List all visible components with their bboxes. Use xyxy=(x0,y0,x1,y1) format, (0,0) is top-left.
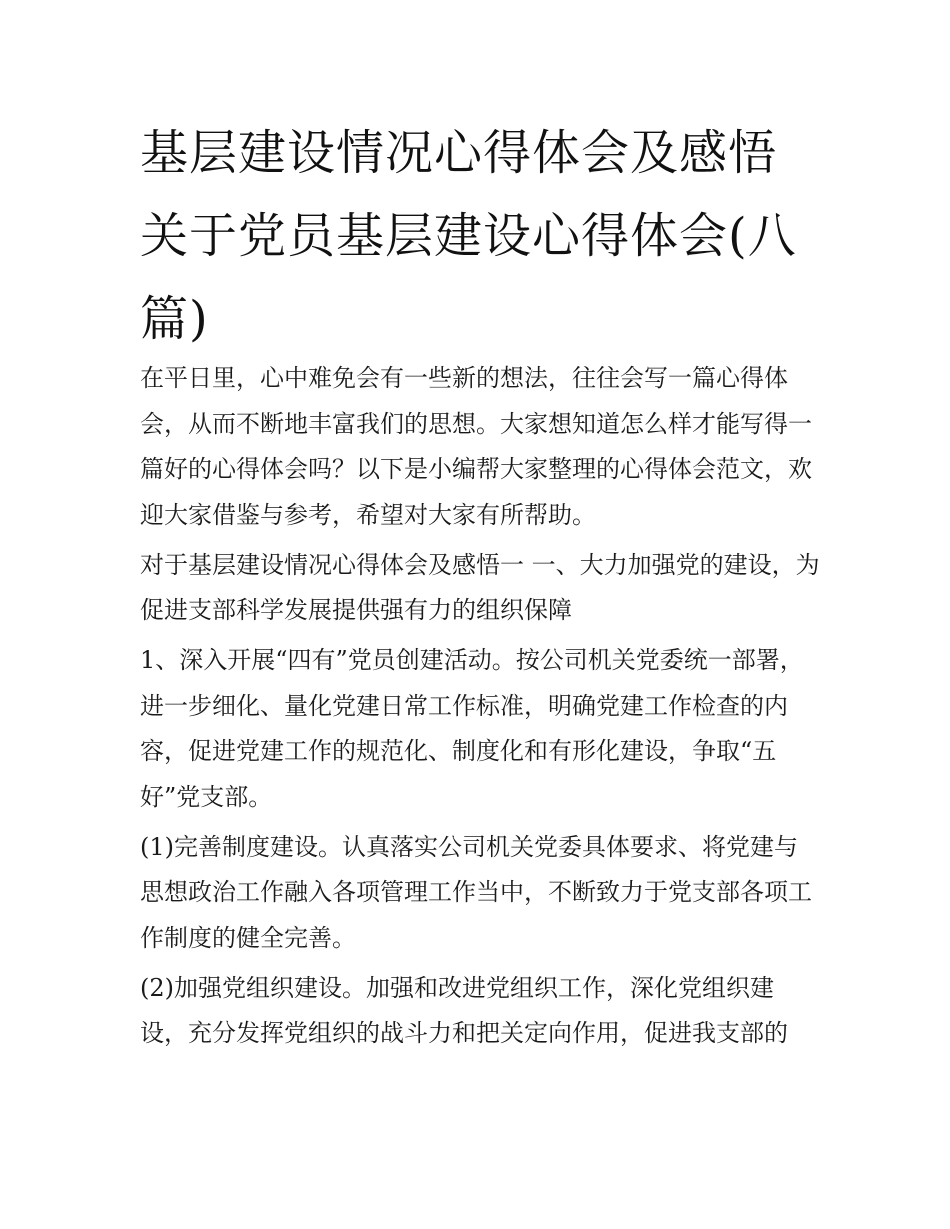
paragraph-section-heading: 对于基层建设情况心得体会及感悟一 一、大力加强党的建设，为促进支部科学发展提供强有力的组织保障 xyxy=(140,550,820,624)
paragraph-subitem-2: (2)加强党组织建设。加强和改进党组织工作，深化党组织建设，充分发挥党组织的战斗力和把关定向作用，促进我支部的 xyxy=(140,973,788,1047)
document-title: 基层建设情况心得体会及感悟关于党员基层建设心得体会(八篇) xyxy=(140,125,797,347)
document-body xyxy=(140,356,820,1061)
paragraph-intro: 在平日里，心中难免会有一些新的想法，往往会写一篇心得体会，从而不断地丰富我们的思想。大家想知道怎么样才能写得一篇好的心得体会吗？以下是小编帮大家整理的心得体会范文，欢迎大家借鉴与参考，希望对大家有所帮助。 xyxy=(140,364,812,529)
paragraph-item-1: 1、深入开展“四有”党员创建活动。按公司机关党委统一部署，进一步细化、量化党建日常工作标准，明确党建工作检查的内容，促进党建工作的规范化、制度化和有形化建设，争取“五好”党支部。 xyxy=(140,646,804,811)
paragraph-subitem-1: (1)完善制度建设。认真落实公司机关党委具体要求、将党建与思想政治工作融入各项管理工作当中，不断致力于党支部各项工作制度的健全完善。 xyxy=(140,832,812,952)
